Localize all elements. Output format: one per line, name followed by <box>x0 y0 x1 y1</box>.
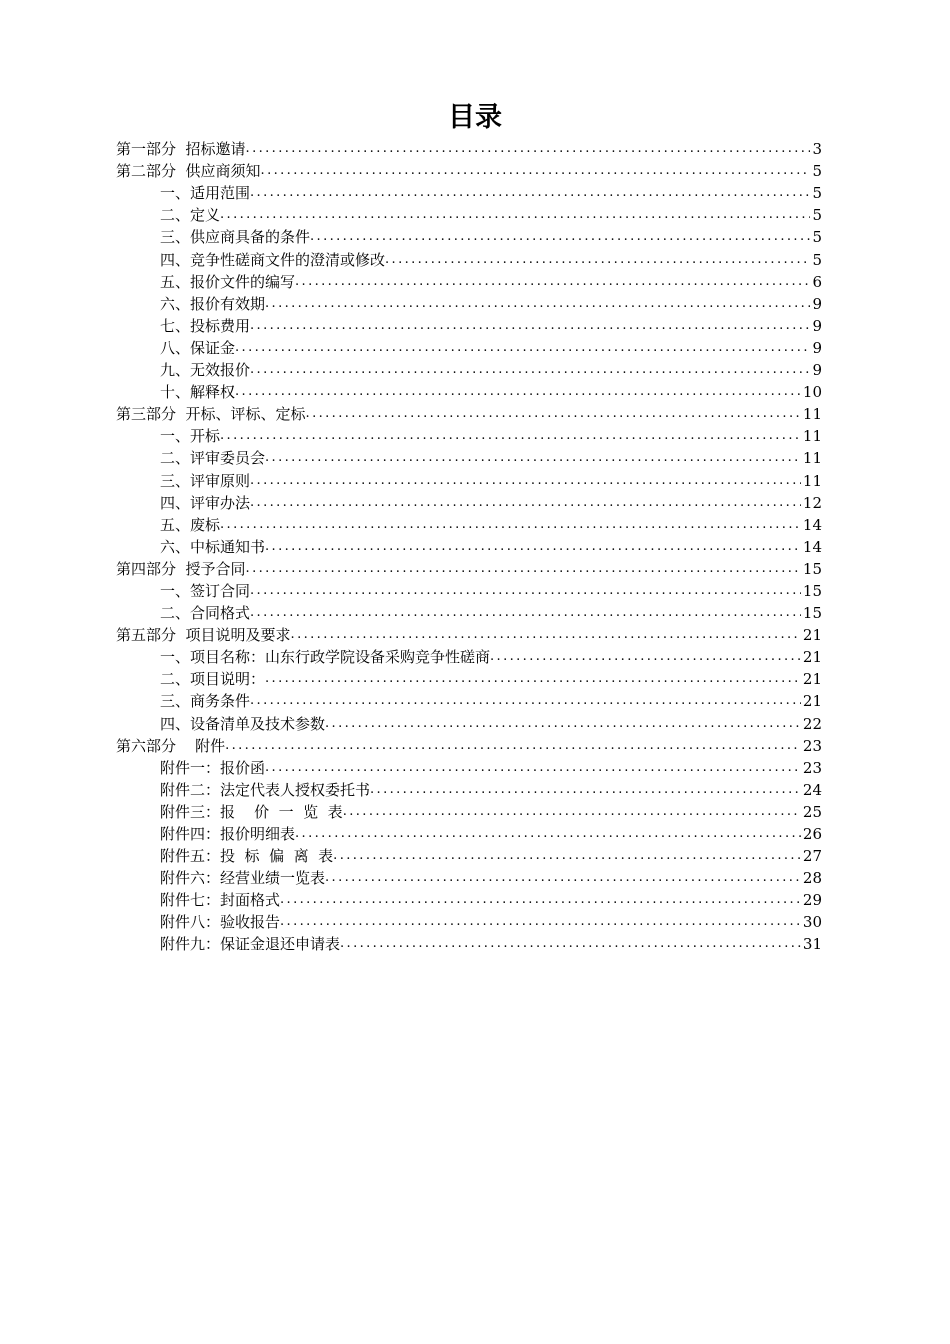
toc-entry-page-number: 23 <box>802 758 822 777</box>
toc-dot-leader <box>246 559 801 579</box>
toc-entry[interactable] <box>116 932 822 954</box>
toc-entry[interactable] <box>116 910 822 932</box>
toc-entry-page-number: 25 <box>802 802 822 821</box>
toc-entry-label: 二、合同格式 <box>160 604 251 623</box>
toc-entry[interactable] <box>116 491 822 513</box>
toc-dot-leader <box>340 934 801 954</box>
toc-entry-label: 五、报价文件的编写 <box>160 272 296 291</box>
toc-entry-label: 附件五：投 标 偏 离 表 <box>160 847 334 866</box>
toc-entry[interactable] <box>116 468 822 490</box>
toc-entry[interactable] <box>116 159 822 181</box>
toc-entry-label: 四、设备清单及技术参数 <box>160 714 326 733</box>
toc-dot-leader <box>220 205 810 225</box>
toc-entry-page-number: 5 <box>812 250 822 269</box>
toc-entry-page-number: 26 <box>802 825 822 843</box>
toc-entry-label: 一、项目名称：山东行政学院设备采购竞争性磋商 <box>160 648 491 667</box>
toc-entry-page-number: 21 <box>802 692 822 711</box>
toc-entry-label: 第二部分 供应商须知 <box>116 162 261 181</box>
toc-entry-page-number: 28 <box>802 869 822 888</box>
toc-entry[interactable] <box>116 137 822 159</box>
toc-entry[interactable] <box>116 601 822 623</box>
toc-entry-page-number: 21 <box>802 670 822 689</box>
toc-entry-page-number: 29 <box>802 891 822 910</box>
toc-entry[interactable] <box>116 535 822 557</box>
toc-list <box>116 137 822 954</box>
toc-entry[interactable] <box>116 292 822 314</box>
toc-dot-leader <box>250 691 801 711</box>
toc-dot-leader <box>280 912 801 932</box>
toc-entry-page-number: 30 <box>802 913 822 932</box>
toc-entry-label: 第五部分 项目说明及要求 <box>116 626 291 645</box>
toc-entry-page-number: 5 <box>812 206 822 225</box>
toc-entry-page-number: 27 <box>802 847 822 866</box>
toc-entry[interactable] <box>116 778 822 800</box>
toc-dot-leader <box>306 404 801 424</box>
toc-dot-leader <box>280 890 801 910</box>
toc-dot-leader <box>490 647 801 667</box>
toc-entry-label: 一、签订合同 <box>160 581 251 600</box>
toc-entry[interactable] <box>116 358 822 380</box>
toc-entry-page-number: 9 <box>812 316 822 335</box>
toc-entry-label: 一、适用范围 <box>160 184 251 203</box>
toc-entry-page-number: 3 <box>812 140 822 159</box>
toc-entry[interactable] <box>116 623 822 645</box>
toc-entry[interactable] <box>116 734 822 756</box>
toc-entry-label: 第一部分 招标邀请 <box>116 140 246 159</box>
toc-entry[interactable] <box>116 513 822 535</box>
toc-dot-leader <box>250 471 801 491</box>
toc-dot-leader <box>333 846 801 866</box>
toc-entry-label: 第三部分 开标、评标、定标 <box>116 405 306 424</box>
toc-dot-leader <box>325 714 801 734</box>
toc-entry-label: 六、报价有效期 <box>160 294 266 313</box>
toc-entry-page-number: 9 <box>812 338 822 357</box>
toc-entry-page-number: 5 <box>812 162 822 181</box>
toc-entry-page-number: 22 <box>802 714 822 733</box>
toc-entry-label: 一、开标 <box>160 427 221 446</box>
toc-entry-label: 三、评审原则 <box>160 471 251 490</box>
toc-entry[interactable] <box>116 579 822 601</box>
toc-entry[interactable] <box>116 557 822 579</box>
toc-entry-label: 第四部分 授予合同 <box>116 559 246 578</box>
toc-entry-page-number: 24 <box>802 780 822 799</box>
toc-entry-label: 第六部分 附件 <box>116 736 226 755</box>
toc-dot-leader <box>265 448 801 468</box>
toc-dot-leader <box>250 603 801 623</box>
toc-dot-leader <box>295 824 801 844</box>
toc-dot-leader <box>250 183 810 203</box>
toc-dot-leader <box>265 294 810 314</box>
toc-dot-leader <box>246 139 811 159</box>
toc-entry-label: 三、商务条件 <box>160 692 251 711</box>
toc-entry-page-number: 21 <box>802 648 822 667</box>
toc-entry-label: 二、项目说明： <box>160 670 266 689</box>
toc-entry-label: 附件六：经营业绩一览表 <box>160 869 326 888</box>
toc-dot-leader <box>343 802 801 822</box>
toc-entry[interactable] <box>116 380 822 402</box>
toc-entry-label: 六、中标通知书 <box>160 537 266 556</box>
toc-entry-page-number: 6 <box>812 272 822 291</box>
toc-entry[interactable] <box>116 247 822 269</box>
toc-entry[interactable] <box>116 314 822 336</box>
toc-entry-label: 附件九：保证金退还申请表 <box>160 935 341 954</box>
toc-entry-page-number: 14 <box>802 537 822 556</box>
toc-entry-label: 附件三：报 价 一 览 表 <box>160 802 343 821</box>
toc-dot-leader <box>295 272 810 292</box>
toc-entry-label: 四、评审办法 <box>160 493 251 512</box>
toc-entry-page-number: 15 <box>802 581 822 600</box>
toc-entry[interactable] <box>116 270 822 292</box>
toc-entry-label: 附件一：报价函 <box>160 758 266 777</box>
toc-dot-leader <box>220 426 801 446</box>
toc-dot-leader <box>235 338 810 358</box>
toc-entry-page-number: 9 <box>812 294 822 313</box>
toc-entry-page-number: 5 <box>812 184 822 203</box>
toc-entry-page-number: 10 <box>802 383 822 402</box>
toc-entry-label: 七、投标费用 <box>160 316 251 335</box>
toc-dot-leader <box>310 227 810 247</box>
toc-entry-label: 九、无效报价 <box>160 361 251 380</box>
toc-dot-leader <box>291 625 801 645</box>
toc-entry-label: 十、解释权 <box>160 383 236 402</box>
toc-entry-page-number: 11 <box>802 471 822 490</box>
toc-entry[interactable] <box>116 667 822 689</box>
toc-entry[interactable] <box>116 756 822 778</box>
toc-entry-page-number: 31 <box>802 935 822 954</box>
toc-title: 目录 <box>448 102 502 133</box>
toc-entry-label: 附件二：法定代表人授权委托书 <box>160 780 371 799</box>
toc-dot-leader <box>261 161 811 181</box>
toc-entry[interactable] <box>116 800 822 822</box>
toc-entry[interactable] <box>116 424 822 446</box>
toc-entry-page-number: 12 <box>802 493 822 512</box>
toc-dot-leader <box>265 537 801 557</box>
toc-entry-label: 二、评审委员会 <box>160 449 266 468</box>
toc-entry-page-number: 15 <box>802 604 822 623</box>
toc-entry-label: 附件八：验收报告 <box>160 913 281 932</box>
toc-entry-label: 附件七：封面格式 <box>160 891 281 910</box>
toc-dot-leader <box>370 780 801 800</box>
toc-entry-label: 二、定义 <box>160 206 221 225</box>
toc-dot-leader <box>325 868 801 888</box>
toc-entry-page-number: 14 <box>802 515 822 534</box>
toc-dot-leader <box>225 736 801 756</box>
toc-dot-leader <box>250 316 810 336</box>
toc-entry[interactable] <box>116 203 822 225</box>
toc-dot-leader <box>220 515 801 535</box>
toc-entry[interactable] <box>116 888 822 910</box>
toc-entry[interactable] <box>116 822 822 844</box>
toc-entry[interactable] <box>116 225 822 247</box>
toc-dot-leader <box>250 360 810 380</box>
toc-entry-label: 五、废标 <box>160 515 221 534</box>
toc-entry-page-number: 9 <box>812 361 822 380</box>
toc-entry-page-number: 15 <box>802 559 822 578</box>
toc-entry-label: 四、竞争性磋商文件的澄清或修改 <box>160 250 386 269</box>
toc-entry[interactable] <box>116 645 822 667</box>
toc-dot-leader <box>235 382 801 402</box>
toc-dot-leader <box>265 669 801 689</box>
toc-entry[interactable] <box>116 446 822 468</box>
toc-entry[interactable] <box>116 844 822 866</box>
toc-entry-label: 附件四：报价明细表 <box>160 825 296 843</box>
toc-entry[interactable] <box>116 336 822 358</box>
toc-dot-leader <box>250 581 801 601</box>
toc-dot-leader <box>250 493 801 513</box>
toc-entry-label: 三、供应商具备的条件 <box>160 228 311 247</box>
toc-entry-page-number: 11 <box>802 449 822 468</box>
toc-entry[interactable] <box>116 689 822 711</box>
toc-entry-page-number: 23 <box>802 736 822 755</box>
toc-dot-leader <box>385 250 810 270</box>
toc-dot-leader <box>265 758 801 778</box>
toc-entry[interactable] <box>116 402 822 424</box>
toc-entry[interactable] <box>116 711 822 733</box>
toc-entry-page-number: 21 <box>802 626 822 645</box>
toc-entry-label: 八、保证金 <box>160 338 236 357</box>
toc-entry-page-number: 11 <box>802 427 822 446</box>
toc-entry[interactable] <box>116 866 822 888</box>
toc-entry-page-number: 11 <box>802 405 822 424</box>
toc-entry-page-number: 5 <box>812 228 822 247</box>
toc-entry[interactable] <box>116 181 822 203</box>
